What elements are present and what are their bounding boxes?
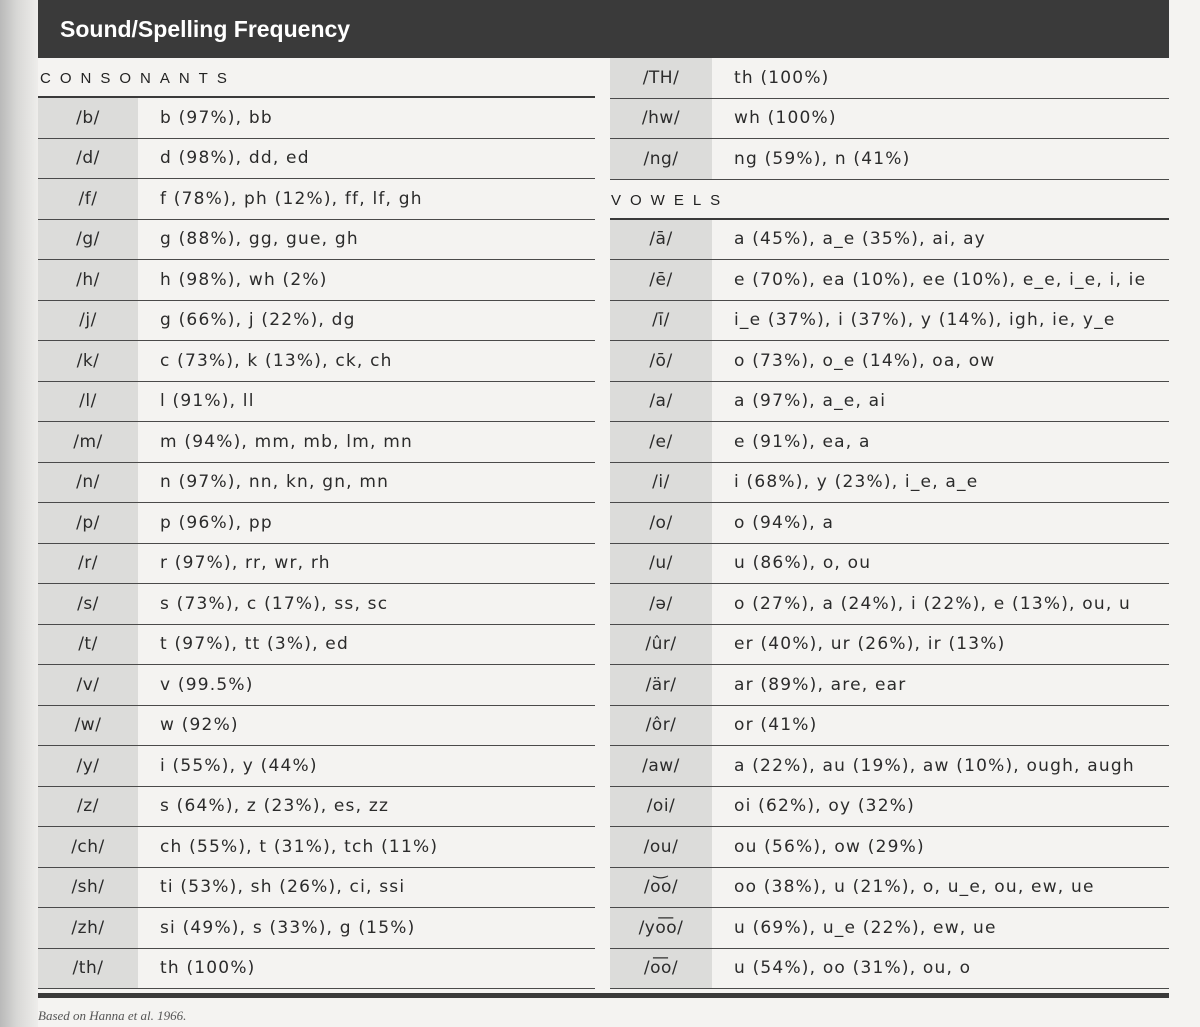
- spelling-cell: h (98%), wh (2%): [160, 269, 328, 290]
- sound-cell: /o/: [610, 503, 712, 543]
- spelling-cell: s (64%), z (23%), es, zz: [160, 796, 390, 817]
- sound-cell: /f/: [38, 179, 138, 219]
- table-row: [38, 422, 595, 463]
- table-row: [610, 99, 1169, 140]
- table-row: [610, 827, 1169, 868]
- consonants-table: [38, 98, 595, 989]
- sound-cell: /o͝o/: [610, 868, 712, 908]
- sound-cell: /th/: [38, 949, 138, 989]
- spelling-cell: a (45%), a_e (35%), ai, ay: [734, 229, 986, 250]
- sound-cell: /aw/: [610, 746, 712, 786]
- table-row: [38, 179, 595, 220]
- spelling-cell: oo (38%), u (21%), o, u_e, ou, ew, ue: [734, 877, 1095, 898]
- spelling-cell: u (86%), o, ou: [734, 553, 872, 574]
- table-row: [38, 746, 595, 787]
- spelling-cell: a (97%), a_e, ai: [734, 391, 887, 412]
- table-row: [38, 463, 595, 504]
- table-row: [38, 625, 595, 666]
- consonants-heading: [38, 58, 595, 98]
- sound-cell: /n/: [38, 463, 138, 503]
- table-row: [610, 746, 1169, 787]
- sound-cell: /g/: [38, 220, 138, 260]
- vowels-heading: [610, 180, 1169, 220]
- sound-cell: /y/: [38, 746, 138, 786]
- spelling-cell: w (92%): [160, 715, 239, 736]
- spelling-cell: v (99.5%): [160, 674, 254, 695]
- spelling-cell: ou (56%), ow (29%): [734, 836, 925, 857]
- table-row: [38, 908, 595, 949]
- table-row: [38, 260, 595, 301]
- sound-cell: /sh/: [38, 868, 138, 908]
- spelling-cell: ar (89%), are, ear: [734, 674, 907, 695]
- table-row: [610, 625, 1169, 666]
- table-row: [610, 139, 1169, 180]
- sound-cell: /d/: [38, 139, 138, 179]
- spelling-cell: o (73%), o_e (14%), oa, ow: [734, 350, 996, 371]
- table-row: [610, 584, 1169, 625]
- sound-cell: /r/: [38, 544, 138, 584]
- spelling-cell: i (55%), y (44%): [160, 755, 318, 776]
- sound-cell: /ō/: [610, 341, 712, 381]
- table-row: [38, 584, 595, 625]
- spelling-cell: o (94%), a: [734, 512, 835, 533]
- vowels-heading-label: VOWELS: [611, 191, 730, 209]
- table-row: [38, 706, 595, 747]
- table-row: [38, 98, 595, 139]
- spelling-cell: or (41%): [734, 715, 818, 736]
- sound-cell: /t/: [38, 625, 138, 665]
- spelling-cell: o (27%), a (24%), i (22%), e (13%), ou, u: [734, 593, 1132, 614]
- table-row: [38, 949, 595, 990]
- spelling-cell: u (54%), oo (31%), ou, o: [734, 958, 972, 979]
- page-title: Sound/Spelling Frequency: [60, 16, 351, 42]
- spelling-cell: i_e (37%), i (37%), y (14%), igh, ie, y_e: [734, 310, 1116, 331]
- sound-cell: /ch/: [38, 827, 138, 867]
- sound-cell: /oi/: [610, 787, 712, 827]
- spelling-cell: th (100%): [734, 67, 830, 88]
- sound-cell: /l/: [38, 382, 138, 422]
- table-row: [610, 58, 1169, 99]
- source-footnote: Based on Hanna et al. 1966.: [38, 1008, 187, 1023]
- sound-cell: /ûr/: [610, 625, 712, 665]
- table-row: [38, 301, 595, 342]
- spelling-cell: g (66%), j (22%), dg: [160, 310, 356, 331]
- sound-cell: /a/: [610, 382, 712, 422]
- spelling-cell: wh (100%): [734, 108, 837, 129]
- title-bar: [38, 0, 1169, 58]
- vowels-table: [610, 220, 1169, 990]
- spelling-cell: l (91%), ll: [160, 391, 255, 412]
- table-row: [38, 827, 595, 868]
- table-row: [38, 220, 595, 261]
- table-row: [38, 503, 595, 544]
- spelling-cell: n (97%), nn, kn, gn, mn: [160, 472, 390, 493]
- spelling-cell: u (69%), u_e (22%), ew, ue: [734, 917, 997, 938]
- table-row: [38, 665, 595, 706]
- spelling-cell: p (96%), pp: [160, 512, 273, 533]
- bottom-rule: [38, 993, 1169, 998]
- spelling-cell: e (70%), ea (10%), ee (10%), e_e, i_e, i, ie: [734, 269, 1147, 290]
- sound-cell: /z/: [38, 787, 138, 827]
- sound-cell: /o͞o/: [610, 949, 712, 989]
- sound-cell: /i/: [610, 463, 712, 503]
- table-row: [38, 544, 595, 585]
- spelling-cell: er (40%), ur (26%), ir (13%): [734, 634, 1006, 655]
- spelling-cell: a (22%), au (19%), aw (10%), ough, augh: [734, 755, 1135, 776]
- table-row: [610, 706, 1169, 747]
- sound-cell: /ng/: [610, 139, 712, 179]
- consonants-heading-label: CONSONANTS: [40, 70, 236, 87]
- table-row: [610, 463, 1169, 504]
- spelling-cell: r (97%), rr, wr, rh: [160, 553, 331, 574]
- table-row: [38, 787, 595, 828]
- sound-cell: /k/: [38, 341, 138, 381]
- sound-cell: /hw/: [610, 99, 712, 139]
- table-row: [610, 868, 1169, 909]
- consonants-column: [38, 58, 595, 989]
- table-row: [38, 382, 595, 423]
- spelling-cell: si (49%), s (33%), g (15%): [160, 917, 416, 938]
- spelling-cell: ng (59%), n (41%): [734, 148, 911, 169]
- sound-cell: /e/: [610, 422, 712, 462]
- table-row: [610, 301, 1169, 342]
- table-row: [38, 139, 595, 180]
- spelling-cell: d (98%), dd, ed: [160, 148, 310, 169]
- table-row: [610, 382, 1169, 423]
- sound-cell: /ā/: [610, 220, 712, 260]
- table-row: [610, 787, 1169, 828]
- sound-cell: /v/: [38, 665, 138, 705]
- sound-cell: /yo͞o/: [610, 908, 712, 948]
- sound-cell: /är/: [610, 665, 712, 705]
- table-row: [610, 908, 1169, 949]
- table-row: [610, 503, 1169, 544]
- sound-cell: /TH/: [610, 58, 712, 98]
- right-column: [610, 58, 1169, 989]
- sound-cell: /zh/: [38, 908, 138, 948]
- table-row: [610, 422, 1169, 463]
- table-row: [610, 260, 1169, 301]
- sound-cell: /s/: [38, 584, 138, 624]
- spelling-cell: th (100%): [160, 958, 256, 979]
- sound-cell: /h/: [38, 260, 138, 300]
- table-row: [610, 544, 1169, 585]
- page-edge: [0, 0, 38, 1027]
- sound-cell: /ôr/: [610, 706, 712, 746]
- table-row: [610, 341, 1169, 382]
- sound-cell: /b/: [38, 98, 138, 138]
- spelling-cell: g (88%), gg, gue, gh: [160, 229, 359, 250]
- table-row: [610, 949, 1169, 990]
- consonants-continued-table: [610, 58, 1169, 180]
- sound-cell: /ə/: [610, 584, 712, 624]
- spelling-cell: oi (62%), oy (32%): [734, 796, 915, 817]
- sound-cell: /u/: [610, 544, 712, 584]
- spelling-cell: s (73%), c (17%), ss, sc: [160, 593, 389, 614]
- table-row: [38, 341, 595, 382]
- spelling-cell: ti (53%), sh (26%), ci, ssi: [160, 877, 406, 898]
- sound-cell: /m/: [38, 422, 138, 462]
- spelling-cell: m (94%), mm, mb, lm, mn: [160, 431, 413, 452]
- spelling-cell: i (68%), y (23%), i_e, a_e: [734, 472, 979, 493]
- spelling-cell: f (78%), ph (12%), ff, lf, gh: [160, 188, 423, 209]
- spelling-cell: b (97%), bb: [160, 107, 273, 128]
- spelling-cell: t (97%), tt (3%), ed: [160, 634, 349, 655]
- spelling-cell: c (73%), k (13%), ck, ch: [160, 350, 393, 371]
- spelling-cell: ch (55%), t (31%), tch (11%): [160, 836, 439, 857]
- sound-cell: /j/: [38, 301, 138, 341]
- sound-cell: /ī/: [610, 301, 712, 341]
- table-row: [38, 868, 595, 909]
- table-row: [610, 220, 1169, 261]
- sound-cell: /w/: [38, 706, 138, 746]
- sound-cell: /p/: [38, 503, 138, 543]
- spelling-cell: e (91%), ea, a: [734, 431, 871, 452]
- sound-cell: /ē/: [610, 260, 712, 300]
- sound-cell: /ou/: [610, 827, 712, 867]
- table-row: [610, 665, 1169, 706]
